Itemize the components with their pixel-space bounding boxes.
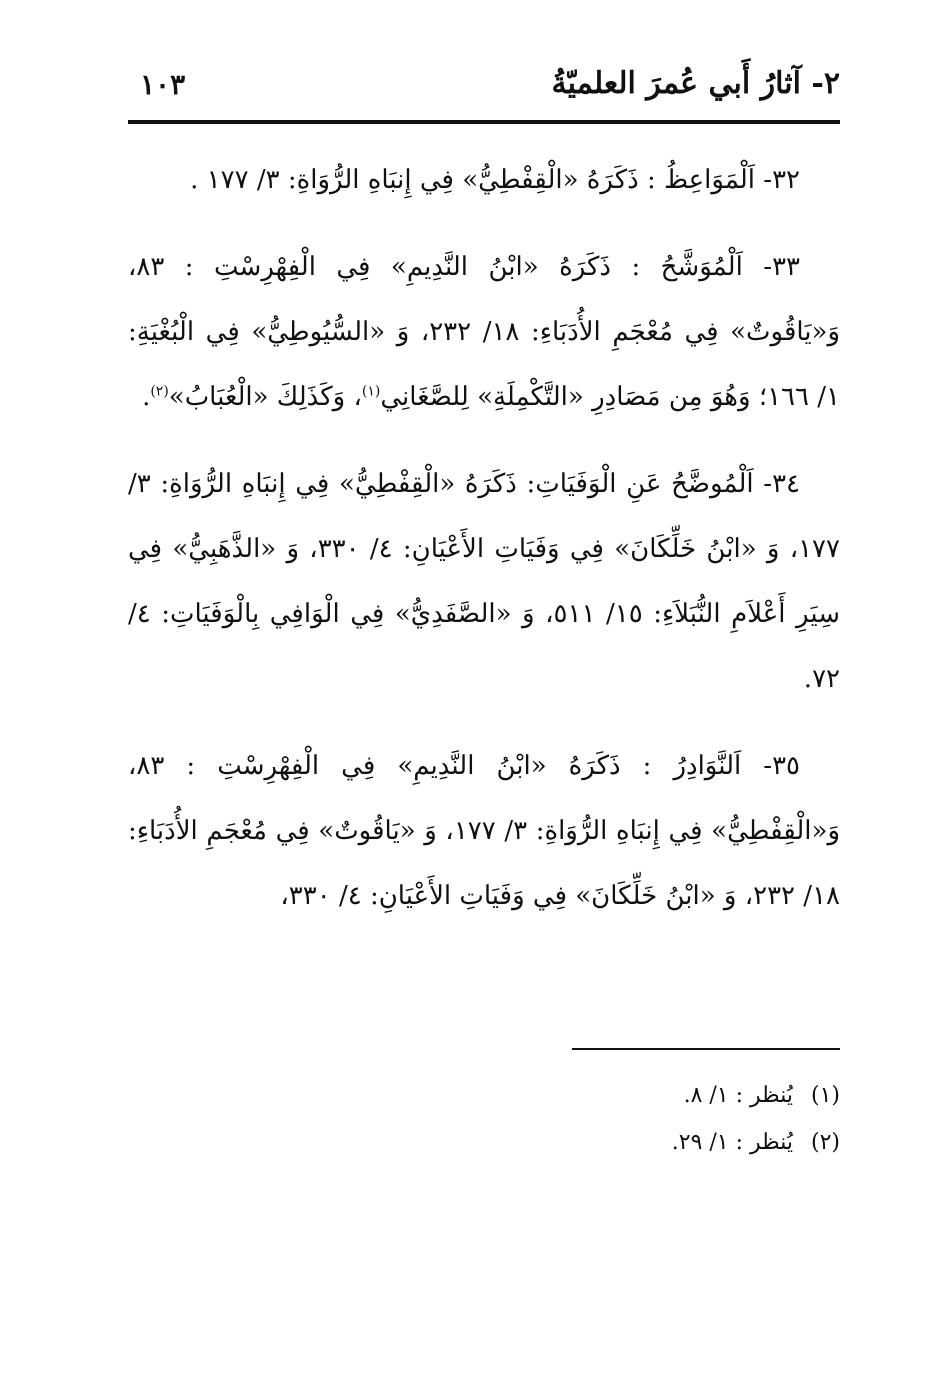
entry-text: ٣٣- اَلْمُوَشَّحُ : ذَكَرَهُ «ابْنُ النَّدِيمِ» فِي الْفِهْرِسْتِ : ٨٣، وَ«يَاقُوتٌ» فِي مُعْجَمِ الأُدَبَاءِ: ١٨/ ٢٣٢، وَ «السُّيُوطِيُّ» فِي الْبُغْيَةِ: ١/ ١٦٦؛ وَهُوَ مِن مَصَادِرِ «التَّكْمِلَةِ» لِلصَّغَانِي — [128, 252, 840, 412]
footnote-number: (١) — [810, 1083, 840, 1108]
footnote-text: يُنظر : ١/ ٢٩. — [671, 1130, 793, 1155]
entry-text: ٣٥- اَلنَّوَادِرُ : ذَكَرَهُ «ابْنُ النَّدِيمِ» فِي الْفِهْرِسْتِ : ٨٣، وَ«الْقِفْطِيُّ» فِي إِنبَاهِ الرُّوَاةِ: ٣/ ١٧٧، وَ «يَاقُوتٌ» فِي مُعْجَمِ الأُدَبَاءِ: ١٨/ ٢٣٢، وَ «ابْنُ خَلِّكَانَ» فِي وَفَيَاتِ الأَعْيَانِ: ٤/ ٣٣٠، — [128, 751, 840, 911]
page-number: ١٠٣ — [140, 68, 186, 101]
footnote-ref-2: (٢) — [150, 383, 169, 400]
footnotes — [128, 1072, 840, 1166]
main-text — [128, 148, 840, 951]
entry-35 — [128, 734, 840, 929]
entry-text: ٣٤- اَلْمُوضَّحُ عَنِ الْوَفَيَاتِ: ذَكَرَهُ «الْقِفْطِيُّ» فِي إِنبَاهِ الرُّوَاةِ: ٣/ ١٧٧، وَ «ابْنُ خَلِّكَانَ» فِي وَفَيَاتِ الأَعْيَانِ: ٤/ ٣٣٠، وَ «الذَّهَبِيُّ» فِي سِيَرِ أَعْلاَمِ النُّبَلاَءِ: ١٥/ ٥١١، وَ «الصَّفَدِيُّ» فِي الْوَافِي بِالْوَفَيَاتِ: ٤/ ٧٢. — [128, 469, 840, 694]
entry-32 — [128, 148, 840, 213]
footnote-divider — [572, 1048, 840, 1050]
entry-text-mid: ، وَكَذَلِكَ «الْعُبَابُ» — [168, 382, 362, 412]
entry-text-end: . — [142, 382, 151, 412]
footnote-ref-1: (١) — [361, 383, 381, 400]
footnote-2 — [128, 1119, 840, 1166]
entry-34 — [128, 452, 840, 712]
entry-text: ٣٢- اَلْمَوَاعِظُ : ذَكَرَهُ «الْقِفْطِيُّ» فِي إِنبَاهِ الرُّوَاةِ: ٣/ ١٧٧ . — [190, 165, 800, 195]
footnote-text: يُنظر : ١/ ٨. — [683, 1083, 793, 1108]
chapter-title: ٢- آثارُ أَبي عُمرَ العلميّةُ — [551, 66, 840, 101]
running-header — [128, 62, 840, 120]
entry-33 — [128, 235, 840, 430]
header-divider — [128, 120, 840, 124]
footnote-1 — [128, 1072, 840, 1119]
footnote-number: (٢) — [810, 1130, 840, 1155]
